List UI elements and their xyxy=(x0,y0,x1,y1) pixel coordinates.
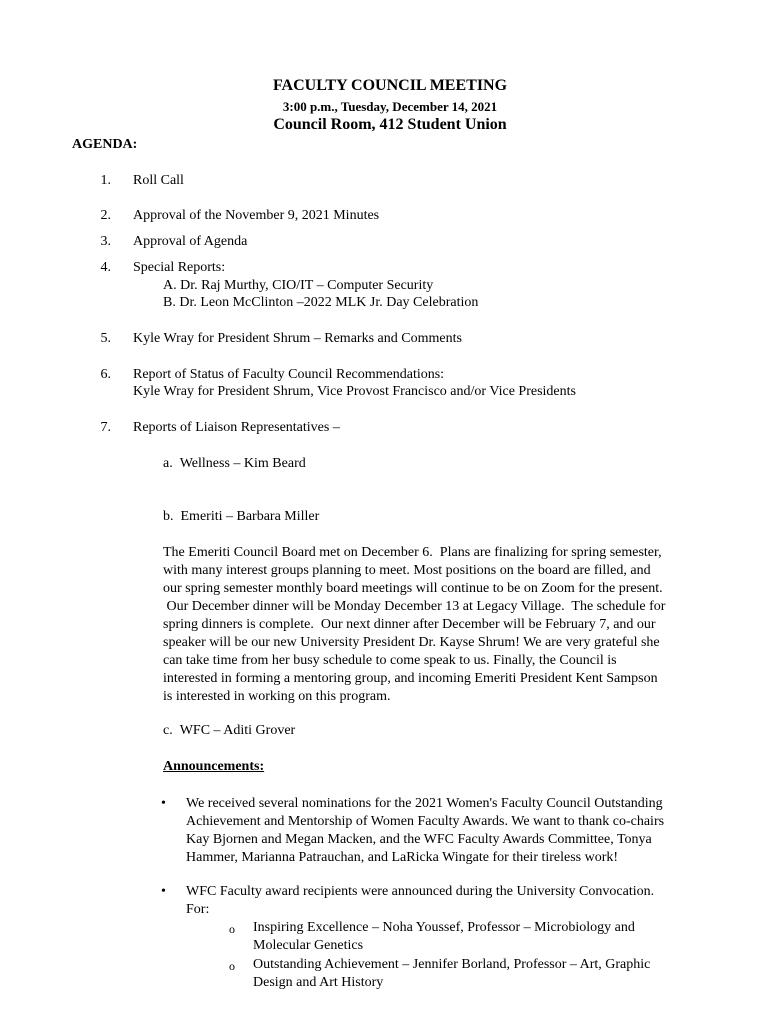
announcement-line: Kay Bjornen and Megan Macken, and the WFC Faculty Awards Committee, Tonya xyxy=(186,832,652,847)
award-line: Outstanding Achievement – Jennifer Borland, Professor – Art, Graphic xyxy=(253,957,651,972)
bullet-icon: • xyxy=(161,796,166,811)
announcement-line: For: xyxy=(186,902,210,917)
paragraph-line: The Emeriti Council Board met on December 6. Plans are finalizing for spring semester, xyxy=(163,545,662,560)
announcement-item xyxy=(186,795,726,867)
paragraph-line: Our December dinner will be Monday December 13 at Legacy Village. The schedule for xyxy=(163,599,666,614)
announcement-line: Hammer, Marianna Patrauchan, and LaRicka Wingate for their tireless work! xyxy=(186,850,619,865)
agenda-item-line2: Kyle Wray for President Shrum, Vice Provost Francisco and/or Vice Presidents xyxy=(133,384,576,399)
agenda-item: Report of Status of Faculty Council Recommendations: xyxy=(133,367,445,382)
item-number: 7. xyxy=(100,420,111,435)
special-report-b: B. Dr. Leon McClinton –2022 MLK Jr. Day Celebration xyxy=(163,295,479,310)
award-line: Inspiring Excellence – Noha Youssef, Professor – Microbiology and xyxy=(253,920,635,935)
award-recipient xyxy=(253,956,713,992)
special-report-a: A. Dr. Raj Murthy, CIO/IT – Computer Security xyxy=(163,278,434,293)
meeting-title: FACULTY COUNCIL MEETING xyxy=(272,77,508,94)
meeting-datetime: 3:00 p.m., Tuesday, December 14, 2021 xyxy=(282,99,498,114)
paragraph-line: is interested in working on this program. xyxy=(163,689,391,704)
sub-bullet-icon: o xyxy=(229,959,235,973)
agenda-item: Approval of the November 9, 2021 Minutes xyxy=(133,208,380,223)
paragraph-line: can take time from her busy schedule to come speak to us. Finally, the Council is xyxy=(163,653,617,668)
award-recipient xyxy=(253,919,713,955)
agenda-label: AGENDA: xyxy=(72,137,138,152)
item-number: 5. xyxy=(100,331,111,346)
announcement-line: We received several nominations for the 2021 Women's Faculty Council Outstanding xyxy=(186,796,663,811)
announcement-item xyxy=(186,883,726,919)
agenda-item: Roll Call xyxy=(133,173,184,188)
award-line: Design and Art History xyxy=(253,975,384,990)
agenda-item: Reports of Liaison Representatives – xyxy=(133,420,340,435)
award-line: Molecular Genetics xyxy=(253,938,364,953)
agenda-item: Kyle Wray for President Shrum – Remarks and Comments xyxy=(133,331,462,346)
paragraph-line: our spring semester monthly board meetings will continue to be on Zoom for the present. xyxy=(163,581,663,596)
paragraph-line: with many interest groups planning to meet. Most positions on the board are filled, and xyxy=(163,563,651,578)
item-number: 1. xyxy=(100,173,111,188)
item-number: 3. xyxy=(100,234,111,249)
paragraph-line: interested in forming a mentoring group, and incoming Emeriti President Kent Sampson xyxy=(163,671,658,686)
paragraph-line: speaker will be our new University President Dr. Kayse Shrum! We are very grateful she xyxy=(163,635,660,650)
agenda-item: Approval of Agenda xyxy=(133,234,248,249)
liaison-emeriti: b. Emeriti – Barbara Miller xyxy=(163,509,320,524)
announcement-line: Achievement and Mentorship of Women Faculty Awards. We want to thank co-chairs xyxy=(186,814,665,829)
liaison-wellness: a. Wellness – Kim Beard xyxy=(163,456,306,471)
paragraph-line: spring dinners is complete. Our next dinner after December will be February 7, and our xyxy=(163,617,656,632)
announcements-heading: Announcements: xyxy=(163,759,265,774)
agenda-item: Special Reports: xyxy=(133,260,226,275)
meeting-location: Council Room, 412 Student Union xyxy=(273,116,507,133)
item-number: 2. xyxy=(100,208,111,223)
bullet-icon: • xyxy=(161,884,166,899)
announcement-line: WFC Faculty award recipients were announced during the University Convocation. xyxy=(186,884,655,899)
liaison-wfc: c. WFC – Aditi Grover xyxy=(163,723,296,738)
item-number: 4. xyxy=(100,260,111,275)
sub-bullet-icon: o xyxy=(229,922,235,936)
item-number: 6. xyxy=(100,367,111,382)
emeriti-paragraph xyxy=(163,544,723,706)
